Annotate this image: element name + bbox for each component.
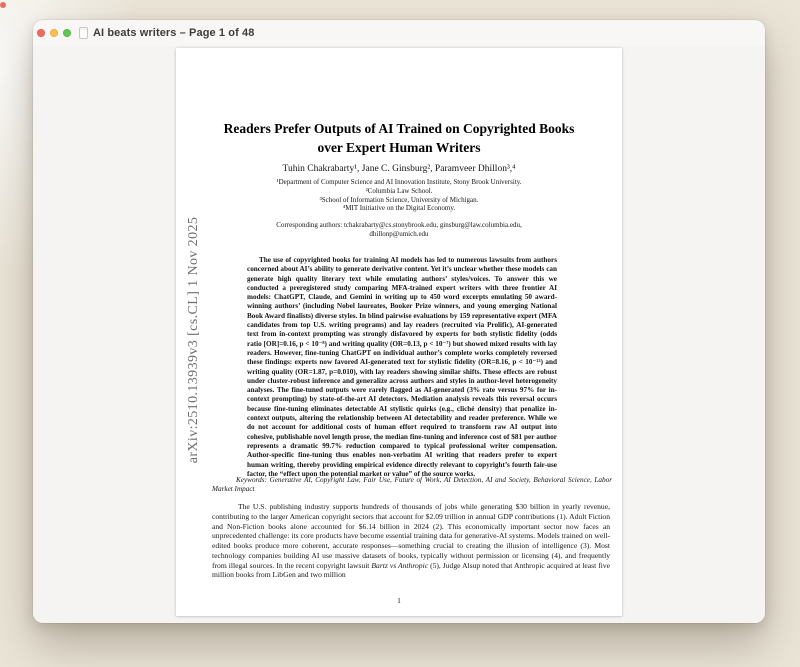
corresponding-authors [176,221,622,239]
close-button[interactable] [37,29,45,37]
paper-title-line2: over Expert Human Writers [317,139,481,155]
corresponding-line2: dhillonp@umich.edu [369,230,429,238]
preview-window [33,20,765,623]
paper-title [176,120,622,157]
document-proxy-icon[interactable] [79,27,88,39]
affiliation-4: ⁴MIT Initiative on the Digital Economy. [342,204,456,213]
window-title: AI beats writers – Page 1 of 48 [93,27,255,39]
paper-title-line1: Readers Prefer Outputs of AI Trained on Copyrighted Books [223,121,575,136]
affiliation-3: ³School of Information Science, University of Michigan. [319,195,479,204]
paper-affiliations [176,178,622,213]
body-text-post: (5), Judge Alsup noted that Anthropic acquired at least five million books from LibGen and two million [212,560,610,580]
background-window-close-icon [0,2,6,8]
paper-authors: Tuhin Chakrabarty¹, Jane C. Ginsburg², Paramveer Dhillon³,⁴ [282,164,516,174]
fullscreen-button[interactable] [63,29,71,37]
minimize-button[interactable] [50,29,58,37]
body-text-case-name: Bartz vs Anthropic [371,560,429,570]
window-titlebar[interactable] [33,20,765,47]
traffic-lights [37,29,71,37]
affiliation-1: ¹Department of Computer Science and AI Innovation Institute, Stony Brook University. [276,178,522,186]
paper-body-paragraph [212,502,610,580]
corresponding-line1: Corresponding authors: tchakrabarty@cs.stonybrook.edu, ginsburg@law.columbia.edu, [276,221,522,229]
page-number: 1 [397,596,401,605]
body-text-pre: The U.S. publishing industry supports hundreds of thousands of jobs while generating $30 billion in yearly revenue, contributing to the larger American copyright sectors that account for $2.09 trillion in annual GDP contributions (1). Adult Fiction and Non-Fiction books alone accounted for $6.14 billion in 2024 (2). This economically important sector now faces an unprecedented challenge: its core products have become essential training data for generative-AI systems. Models trained on well-edited books produce more coherent, accurate responses—something crucial to creating the illusion of intelligence (3). Most technology companies building AI use massive datasets of books, typically without permission or licensing (4), and frequently from illegal sources. In the recent copyright lawsuit [212,502,610,570]
paper-keywords: Keywords: Generative AI, Copyright Law, Fair Use, Future of Work, AI Detection, AI and Society, Behavioral Science, Labor Market Impact [212,476,612,494]
affiliation-2: ²Columbia Law School. [365,186,433,195]
document-viewport[interactable] [33,46,765,623]
pdf-page [176,48,622,616]
paper-abstract: The use of copyrighted books for training AI models has led to numerous lawsuits from authors concerned about AI’s ability to generate derivative content. Yet it’s unclear whether these models can generate high quality literary text while emulating authors’ styles/voices. To answer this we conducted a preregistered study comparing MFA-trained expert writers with three frontier AI models: ChatGPT, Claude, and Gemini in writing up to 450 word excerpts emulating 50 award-winning authors’ (including Nobel laureates, Booker Prize winners, and young emerging National Book Award finalists) diverse styles. In blind pairwise evaluations by 159 representative expert (MFA candidates from top U.S. writing programs) and lay readers (recruited via Prolific), AI-generated text from in-context prompting was strongly disfavored by experts for both stylistic fidelity (odds ratio [OR]=0.16, p < 10⁻⁸) and writing quality (OR=0.13, p < 10⁻⁷) but showed mixed results with lay readers. However, fine-tuning ChatGPT on individual author’s complete works completely reversed these findings: experts now favored AI-generated text for stylistic fidelity (OR=8.16, p < 10⁻¹³) and writing quality (OR=1.87, p=0.010), with lay readers showing similar shifts. These effects are robust under cluster-robust inference and generalize across authors and styles in author-level heterogeneity analyses. The fine-tuned outputs were rarely flagged as AI-generated (3% rate versus 97% for in-context prompting) by state-of-the-art AI detectors. Mediation analysis reveals this reversal occurs because fine-tuning eliminates detectable AI stylistic quirks (e.g., cliché density) that penalize in-context outputs, altering the relationship between AI detectability and reader preference. While we do not account for additional costs of human effort required to transform raw AI output into cohesive, publishable novel length prose, the median fine-tuning and inference cost of $81 per author represents a dramatic 99.7% reduction compared to typical professional writer compensation. Author-specific fine-tuning thus enables non-verbatim AI writing that readers prefer to expert human writing, thereby providing empirical evidence directly relevant to copyright’s fourth fair-use factor, the “effect upon the potential market or value” of the source works. [247,256,557,478]
arxiv-watermark: arXiv:2510.13939v3 [cs.CL] 1 Nov 2025 [186,216,201,464]
